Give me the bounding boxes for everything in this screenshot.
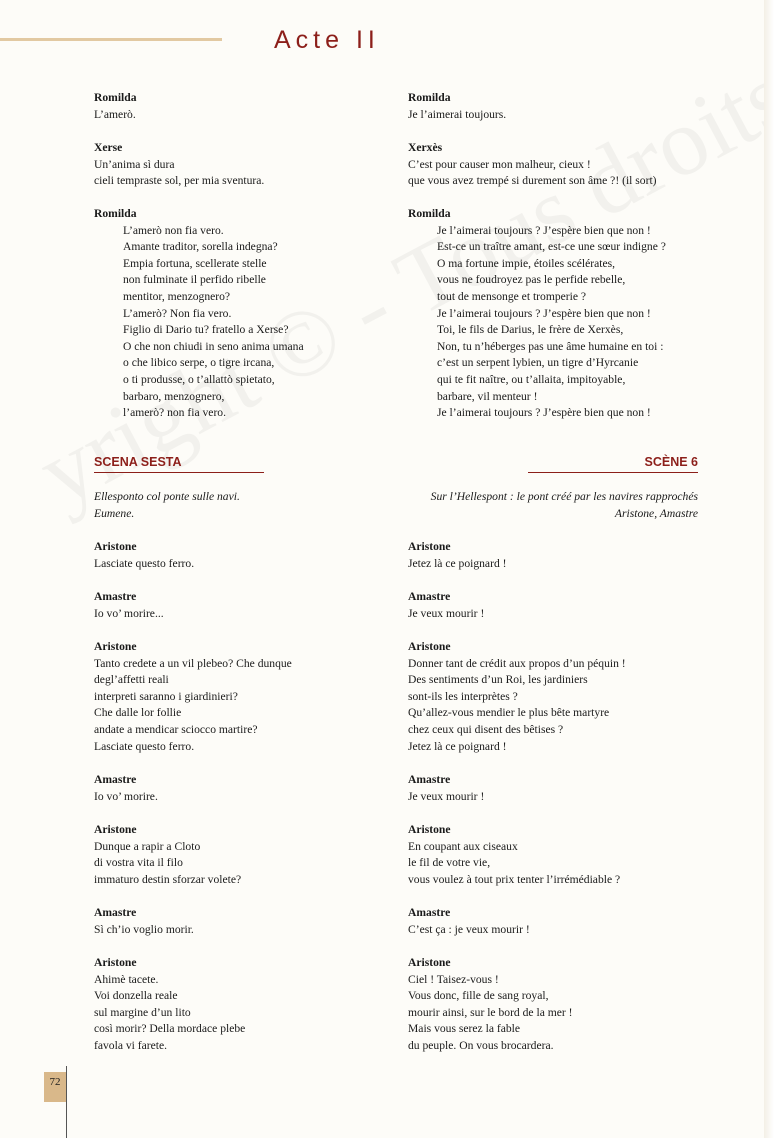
verse-line: l’amerò? non fia vero.: [123, 406, 227, 420]
dialogue-block: [408, 905, 700, 938]
verse-line: Figlio di Dario tu? fratello a Xerse?: [123, 323, 289, 337]
verse-line: mentitor, menzognero?: [123, 289, 231, 303]
speaker-name: Romilda: [94, 91, 137, 104]
speaker-name: Amastre: [408, 590, 451, 603]
verse-line: non fulminate il perfido ribelle: [123, 273, 266, 287]
verse-line: barbare, vil menteur !: [437, 389, 538, 403]
verse-line: Che dalle lor follie: [94, 706, 182, 720]
verse-line: Empia fortuna, scellerate stelle: [123, 256, 267, 270]
verse-line: immaturo destin sforzar volete?: [94, 872, 242, 886]
page-edge: [764, 0, 774, 1138]
speaker-name: Aristone: [94, 823, 137, 836]
dialogue-block: [408, 539, 700, 572]
verse-line: Mais vous serez la fable: [408, 1022, 521, 1036]
verse-line: Je l’aimerai toujours ? J’espère bien que non !: [437, 406, 651, 420]
verse-line: favola vi farete.: [94, 1038, 168, 1052]
verse-line: tout de mensonge et tromperie ?: [437, 289, 587, 303]
verse-line: Je veux mourir !: [408, 789, 485, 803]
dialogue-block: [408, 140, 700, 190]
verse-line: Je l’aimerai toujours ? J’espère bien que non !: [437, 306, 651, 320]
verse-line: Vous donc, fille de sang royal,: [408, 989, 549, 1003]
verse-line: degl’affetti reali: [94, 673, 169, 687]
verse-line: Voi donzella reale: [94, 989, 178, 1003]
verse-line: En coupant aux ciseaux: [408, 839, 518, 853]
verse-line: Lasciate questo ferro.: [94, 556, 195, 570]
verse-line: C’est ça : je veux mourir !: [408, 922, 530, 936]
dialogue-block: [408, 772, 700, 805]
verse-line: mourir ainsi, sur le bord de la mer !: [408, 1005, 573, 1019]
verse-line: così morir? Della mordace plebe: [94, 1022, 246, 1036]
verse-line: Qu’allez-vous mendier le plus bête martyre: [408, 706, 610, 720]
speaker-name: Amastre: [408, 906, 451, 919]
speaker-name: Xerse: [94, 141, 123, 154]
verse-line: Non, tu n’héberges pas une âme humaine en toi :: [437, 339, 664, 353]
verse-line: du peuple. On vous brocardera.: [408, 1038, 554, 1052]
verse-line: O che non chiudi in seno anima umana: [123, 339, 304, 353]
dialogue-block: [94, 822, 366, 888]
verse-line: o ti produsse, o t’allattò spietato,: [123, 372, 275, 386]
speaker-name: Aristone: [94, 540, 137, 553]
verse-line: Dunque a rapir a Cloto: [94, 839, 201, 853]
verse-line: Je veux mourir !: [408, 606, 485, 620]
speaker-name: Romilda: [94, 207, 137, 220]
verse-line: L’amerò? Non fia vero.: [123, 306, 232, 320]
verse-line: Ciel ! Taisez-vous !: [408, 972, 499, 986]
dialogue-block: [408, 206, 700, 422]
dialogue-block: [94, 772, 366, 805]
dialogue-block: [408, 90, 700, 123]
verse-line: c’est un serpent lybien, un tigre d’Hyrcanie: [437, 356, 639, 370]
dialogue-block: [94, 639, 366, 755]
stage-direction-line: Sur l’Hellespont : le pont créé par les navires rapprochés: [430, 490, 698, 503]
dialogue-block: [408, 822, 700, 888]
verse-line: sont-ils les interprètes ?: [408, 689, 518, 703]
verse-line: Toi, le fils de Darius, le frère de Xerxès,: [437, 323, 624, 337]
dialogue-block: [94, 589, 366, 622]
verse-line: Donner tant de crédit aux propos d’un péquin !: [408, 656, 626, 670]
verse-line: Un’anima sì dura: [94, 157, 175, 171]
verse-line: L’amerò non fia vero.: [123, 223, 224, 237]
verse-line: Amante traditor, sorella indegna?: [123, 240, 278, 254]
verse-line: que vous avez trempé si durement son âme ?! (il sort): [408, 174, 657, 188]
dialogue-block: [408, 955, 700, 1055]
verse-line: Io vo’ morire.: [94, 789, 158, 803]
verse-line: Jetez là ce poignard !: [408, 556, 507, 570]
margin-rule: [66, 1066, 67, 1138]
speaker-name: Aristone: [408, 540, 451, 553]
verse-line: interpreti saranno i giardinieri?: [94, 689, 238, 703]
dialogue-block: [408, 589, 700, 622]
speaker-name: Amastre: [94, 906, 137, 919]
speaker-name: Romilda: [408, 91, 451, 104]
speaker-name: Aristone: [408, 640, 451, 653]
verse-line: chez ceux qui disent des bêtises ?: [408, 722, 564, 736]
verse-line: Tanto credete a un vil plebeo? Che dunque: [94, 656, 292, 670]
verse-line: Jetez là ce poignard !: [408, 739, 507, 753]
verse-line: Io vo’ morire...: [94, 606, 164, 620]
speaker-name: Aristone: [94, 640, 137, 653]
speaker-name: Aristone: [408, 956, 451, 969]
dialogue-block: [94, 90, 366, 123]
speaker-name: Xerxès: [408, 141, 443, 154]
speaker-name: Romilda: [408, 207, 451, 220]
verse-line: Lasciate questo ferro.: [94, 739, 195, 753]
speaker-name: Aristone: [408, 823, 451, 836]
verse-line: vous ne foudroyez pas le perfide rebelle,: [437, 273, 626, 287]
verse-line: le fil de votre vie,: [408, 856, 491, 870]
verse-line: cieli tempraste sol, per mia sventura.: [94, 174, 265, 188]
verse-line: C’est pour causer mon malheur, cieux !: [408, 157, 591, 171]
speaker-name: Amastre: [94, 590, 137, 603]
verse-line: qui te fit naître, ou t’allaita, impitoyable,: [437, 372, 626, 386]
dialogue-block: [94, 955, 366, 1055]
dialogue-block: [94, 206, 366, 422]
scene-heading-italian: SCENA SESTA: [94, 455, 264, 473]
header-rule: [0, 38, 222, 41]
dialogue-block: [94, 140, 366, 190]
speaker-name: Amastre: [94, 773, 137, 786]
stage-direction-italian: [94, 489, 240, 522]
dialogue-block: [94, 539, 366, 572]
stage-direction-line: Ellesponto col ponte sulle navi.: [94, 490, 240, 503]
verse-line: Je l’aimerai toujours.: [408, 107, 507, 121]
verse-line: Est-ce un traître amant, est-ce une sœur indigne ?: [437, 240, 666, 254]
verse-line: L’amerò.: [94, 107, 136, 121]
verse-line: Je l’aimerai toujours ? J’espère bien que non !: [437, 223, 651, 237]
stage-direction-line: Aristone, Amastre: [614, 506, 698, 520]
verse-line: vous voulez à tout prix tenter l’irrémédiable ?: [408, 872, 621, 886]
act-title: Acte II: [274, 26, 380, 54]
verse-line: di vostra vita il filo: [94, 856, 183, 870]
verse-line: Sì ch’io voglio morir.: [94, 922, 194, 936]
stage-direction-line: Eumene.: [94, 506, 135, 520]
scene-heading-french: SCÈNE 6: [528, 455, 698, 473]
speaker-name: Amastre: [408, 773, 451, 786]
dialogue-block: [94, 905, 366, 938]
verse-line: Des sentiments d’un Roi, les jardiniers: [408, 673, 588, 687]
verse-line: O ma fortune impie, étoiles scélérates,: [437, 256, 616, 270]
verse-line: Ahimè tacete.: [94, 972, 159, 986]
verse-line: o che libico serpe, o tigre ircana,: [123, 356, 275, 370]
verse-line: barbaro, menzognero,: [123, 389, 225, 403]
dialogue-block: [408, 639, 700, 755]
verse-line: andate a mendicar sciocco martire?: [94, 722, 258, 736]
speaker-name: Aristone: [94, 956, 137, 969]
page-number: 72: [44, 1072, 66, 1102]
stage-direction-french: [398, 489, 698, 522]
verse-line: sul margine d’un lito: [94, 1005, 191, 1019]
